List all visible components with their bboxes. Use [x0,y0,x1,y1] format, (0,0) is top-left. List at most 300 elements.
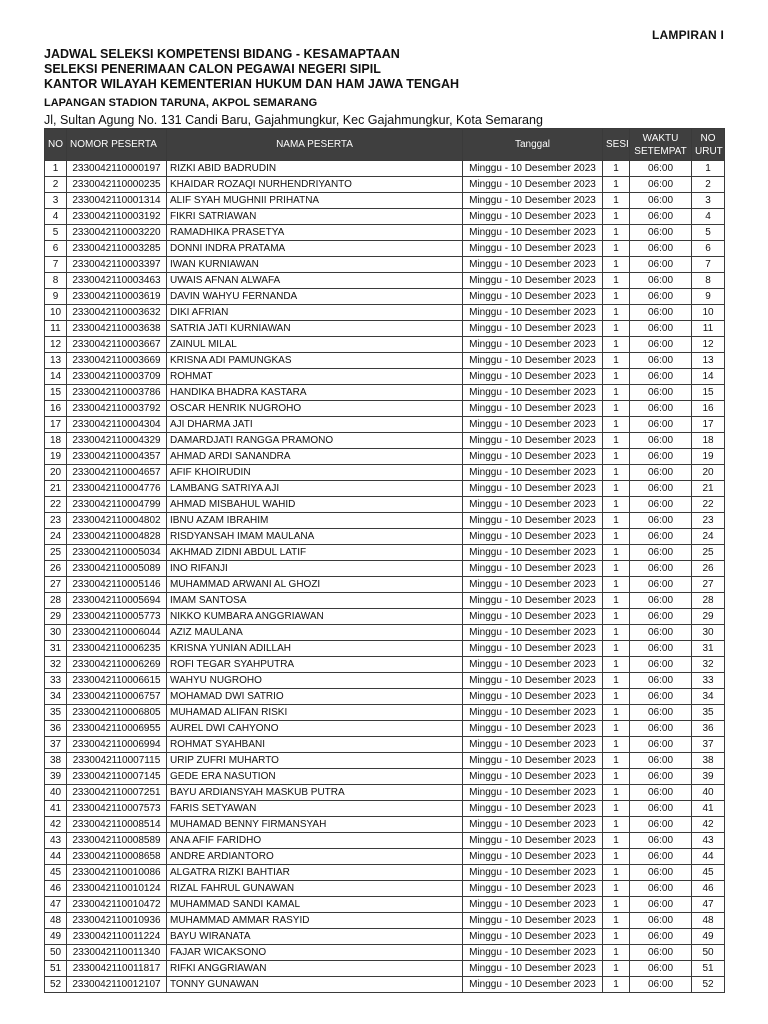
participant-name: AJI DHARMA JATI [167,417,463,433]
table-row [45,561,725,577]
time-cell: 06:00 [630,257,692,273]
session-cell: 1 [603,705,630,721]
session-cell: 1 [603,593,630,609]
participant-name: AKHMAD ZIDNI ABDUL LATIF [167,545,463,561]
participant-name: OSCAR HENRIK NUGROHO [167,401,463,417]
table-row [45,609,725,625]
col-header-nomor-peserta: NOMOR PESERTA [67,129,167,161]
date-cell: Minggu - 10 Desember 2023 [463,225,603,241]
order-number: 37 [692,737,725,753]
row-number: 44 [45,849,67,865]
session-cell: 1 [603,945,630,961]
time-cell: 06:00 [630,721,692,737]
row-number: 42 [45,817,67,833]
time-cell: 06:00 [630,209,692,225]
time-cell: 06:00 [630,673,692,689]
row-number: 22 [45,497,67,513]
table-row [45,289,725,305]
participant-number: 2330042110006955 [67,721,167,737]
participant-number: 2330042110006615 [67,673,167,689]
table-row [45,321,725,337]
date-cell: Minggu - 10 Desember 2023 [463,897,603,913]
table-row [45,273,725,289]
table-row [45,513,725,529]
row-number: 45 [45,865,67,881]
participant-number: 2330042110010086 [67,865,167,881]
time-cell: 06:00 [630,913,692,929]
time-cell: 06:00 [630,881,692,897]
participant-name: NIKKO KUMBARA ANGGRIAWAN [167,609,463,625]
table-row [45,337,725,353]
session-cell: 1 [603,641,630,657]
table-row [45,433,725,449]
table-row [45,353,725,369]
participant-name: HANDIKA BHADRA KASTARA [167,385,463,401]
participant-name: ANA AFIF FARIDHO [167,833,463,849]
time-cell: 06:00 [630,225,692,241]
session-cell: 1 [603,241,630,257]
date-cell: Minggu - 10 Desember 2023 [463,961,603,977]
participant-name: BAYU WIRANATA [167,929,463,945]
date-cell: Minggu - 10 Desember 2023 [463,305,603,321]
row-number: 50 [45,945,67,961]
participant-number: 2330042110008589 [67,833,167,849]
time-cell: 06:00 [630,641,692,657]
order-number: 20 [692,465,725,481]
date-cell: Minggu - 10 Desember 2023 [463,321,603,337]
participant-number: 2330042110005146 [67,577,167,593]
participant-name: KRISNA ADI PAMUNGKAS [167,353,463,369]
session-cell: 1 [603,273,630,289]
participant-number: 2330042110007115 [67,753,167,769]
time-cell: 06:00 [630,497,692,513]
row-number: 5 [45,225,67,241]
time-cell: 06:00 [630,289,692,305]
date-cell: Minggu - 10 Desember 2023 [463,161,603,177]
table-row [45,753,725,769]
date-cell: Minggu - 10 Desember 2023 [463,913,603,929]
date-cell: Minggu - 10 Desember 2023 [463,977,603,993]
date-cell: Minggu - 10 Desember 2023 [463,513,603,529]
row-number: 2 [45,177,67,193]
order-number: 8 [692,273,725,289]
row-number: 34 [45,689,67,705]
order-number: 49 [692,929,725,945]
session-cell: 1 [603,913,630,929]
session-cell: 1 [603,561,630,577]
participant-number: 2330042110003632 [67,305,167,321]
row-number: 36 [45,721,67,737]
time-cell: 06:00 [630,465,692,481]
table-row [45,209,725,225]
order-number: 26 [692,561,725,577]
row-number: 12 [45,337,67,353]
time-cell: 06:00 [630,929,692,945]
session-cell: 1 [603,529,630,545]
date-cell: Minggu - 10 Desember 2023 [463,369,603,385]
order-number: 1 [692,161,725,177]
lampiran-label: LAMPIRAN I [652,28,724,42]
session-cell: 1 [603,417,630,433]
participant-number: 2330042110004828 [67,529,167,545]
date-cell: Minggu - 10 Desember 2023 [463,257,603,273]
table-row [45,449,725,465]
participant-name: ROHMAT SYAHBANI [167,737,463,753]
time-cell: 06:00 [630,865,692,881]
participant-name: DIKI AFRIAN [167,305,463,321]
table-row [45,881,725,897]
order-number: 14 [692,369,725,385]
participant-name: RIFKI ANGGRIAWAN [167,961,463,977]
date-cell: Minggu - 10 Desember 2023 [463,865,603,881]
order-number: 38 [692,753,725,769]
table-row [45,257,725,273]
order-number: 12 [692,337,725,353]
time-cell: 06:00 [630,625,692,641]
order-number: 45 [692,865,725,881]
session-cell: 1 [603,545,630,561]
participant-number: 2330042110005034 [67,545,167,561]
participant-number: 2330042110007145 [67,769,167,785]
table-row [45,961,725,977]
participant-number: 2330042110011224 [67,929,167,945]
row-number: 40 [45,785,67,801]
participant-name: ZAINUL MILAL [167,337,463,353]
row-number: 24 [45,529,67,545]
row-number: 3 [45,193,67,209]
row-number: 25 [45,545,67,561]
order-number: 32 [692,657,725,673]
date-cell: Minggu - 10 Desember 2023 [463,769,603,785]
participant-number: 2330042110005694 [67,593,167,609]
document-header [44,47,543,128]
participant-number: 2330042110004776 [67,481,167,497]
session-cell: 1 [603,465,630,481]
date-cell: Minggu - 10 Desember 2023 [463,689,603,705]
participant-number: 2330042110008514 [67,817,167,833]
time-cell: 06:00 [630,689,692,705]
row-number: 29 [45,609,67,625]
table-row [45,785,725,801]
participant-number: 2330042110008658 [67,849,167,865]
row-number: 31 [45,641,67,657]
table-row [45,657,725,673]
date-cell: Minggu - 10 Desember 2023 [463,481,603,497]
session-cell: 1 [603,625,630,641]
row-number: 13 [45,353,67,369]
participant-number: 2330042110003285 [67,241,167,257]
time-cell: 06:00 [630,545,692,561]
order-number: 5 [692,225,725,241]
row-number: 26 [45,561,67,577]
table-row [45,897,725,913]
session-cell: 1 [603,225,630,241]
order-number: 15 [692,385,725,401]
session-cell: 1 [603,209,630,225]
session-cell: 1 [603,385,630,401]
participant-name: UWAIS AFNAN ALWAFA [167,273,463,289]
participant-number: 2330042110006805 [67,705,167,721]
row-number: 27 [45,577,67,593]
table-row [45,801,725,817]
session-cell: 1 [603,673,630,689]
time-cell: 06:00 [630,657,692,673]
table-row [45,161,725,177]
time-cell: 06:00 [630,849,692,865]
participant-number: 2330042110004799 [67,497,167,513]
row-number: 8 [45,273,67,289]
row-number: 47 [45,897,67,913]
participant-number: 2330042110000235 [67,177,167,193]
participant-name: LAMBANG SATRIYA AJI [167,481,463,497]
participant-name: RAMADHIKA PRASETYA [167,225,463,241]
participant-number: 2330042110010936 [67,913,167,929]
row-number: 20 [45,465,67,481]
time-cell: 06:00 [630,961,692,977]
order-number: 43 [692,833,725,849]
order-number: 10 [692,305,725,321]
session-cell: 1 [603,305,630,321]
session-cell: 1 [603,609,630,625]
participant-number: 2330042110003786 [67,385,167,401]
participant-name: MUHAMMAD AMMAR RASYID [167,913,463,929]
date-cell: Minggu - 10 Desember 2023 [463,561,603,577]
participant-name: IBNU AZAM IBRAHIM [167,513,463,529]
table-row [45,481,725,497]
session-cell: 1 [603,785,630,801]
date-cell: Minggu - 10 Desember 2023 [463,721,603,737]
table-row [45,529,725,545]
participant-number: 2330042110004329 [67,433,167,449]
participant-name: MUHAMMAD SANDI KAMAL [167,897,463,913]
row-number: 9 [45,289,67,305]
session-cell: 1 [603,497,630,513]
order-number: 21 [692,481,725,497]
time-cell: 06:00 [630,593,692,609]
session-cell: 1 [603,321,630,337]
table-row [45,769,725,785]
participant-number: 2330042110003669 [67,353,167,369]
date-cell: Minggu - 10 Desember 2023 [463,497,603,513]
row-number: 38 [45,753,67,769]
date-cell: Minggu - 10 Desember 2023 [463,785,603,801]
venue-location: LAPANGAN STADION TARUNA, AKPOL SEMARANG [44,97,318,109]
participant-name: SATRIA JATI KURNIAWAN [167,321,463,337]
row-number: 39 [45,769,67,785]
participant-number: 2330042110011817 [67,961,167,977]
table-row [45,177,725,193]
session-cell: 1 [603,257,630,273]
header-title-1: JADWAL SELEKSI KOMPETENSI BIDANG - KESAMAPTAAN [44,47,400,61]
header-title-3: KANTOR WILAYAH KEMENTERIAN HUKUM DAN HAM JAWA TENGAH [44,77,460,91]
participant-name: DAVIN WAHYU FERNANDA [167,289,463,305]
participant-name: FAJAR WICAKSONO [167,945,463,961]
table-row [45,737,725,753]
order-number: 18 [692,433,725,449]
order-number: 40 [692,785,725,801]
participant-name: MUHAMAD ALIFAN RISKI [167,705,463,721]
order-number: 41 [692,801,725,817]
order-number: 33 [692,673,725,689]
col-header-sesi: SESI [603,129,630,161]
row-number: 37 [45,737,67,753]
participant-name: TONNY GUNAWAN [167,977,463,993]
time-cell: 06:00 [630,977,692,993]
participant-number: 2330042110003792 [67,401,167,417]
participant-number: 2330042110006757 [67,689,167,705]
date-cell: Minggu - 10 Desember 2023 [463,433,603,449]
date-cell: Minggu - 10 Desember 2023 [463,401,603,417]
participant-number: 2330042110006044 [67,625,167,641]
table-row [45,673,725,689]
col-header-no-urut: NO URUT [692,129,725,161]
order-number: 13 [692,353,725,369]
row-number: 21 [45,481,67,497]
participant-name: AHMAD MISBAHUL WAHID [167,497,463,513]
date-cell: Minggu - 10 Desember 2023 [463,193,603,209]
row-number: 23 [45,513,67,529]
participant-name: IMAM SANTOSA [167,593,463,609]
table-row [45,593,725,609]
time-cell: 06:00 [630,577,692,593]
order-number: 31 [692,641,725,657]
order-number: 19 [692,449,725,465]
table-row [45,193,725,209]
order-number: 11 [692,321,725,337]
session-cell: 1 [603,849,630,865]
participant-name: RISDYANSAH IMAM MAULANA [167,529,463,545]
date-cell: Minggu - 10 Desember 2023 [463,465,603,481]
order-number: 6 [692,241,725,257]
session-cell: 1 [603,193,630,209]
row-number: 43 [45,833,67,849]
session-cell: 1 [603,833,630,849]
table-row [45,833,725,849]
participant-number: 2330042110005773 [67,609,167,625]
date-cell: Minggu - 10 Desember 2023 [463,945,603,961]
participant-name: MUHAMMAD ARWANI AL GHOZI [167,577,463,593]
order-number: 4 [692,209,725,225]
participant-name: KHAIDAR ROZAQI NURHENDRIYANTO [167,177,463,193]
row-number: 14 [45,369,67,385]
row-number: 33 [45,673,67,689]
table-row [45,705,725,721]
session-cell: 1 [603,961,630,977]
date-cell: Minggu - 10 Desember 2023 [463,673,603,689]
row-number: 49 [45,929,67,945]
time-cell: 06:00 [630,769,692,785]
participant-name: AFIF KHOIRUDIN [167,465,463,481]
time-cell: 06:00 [630,337,692,353]
time-cell: 06:00 [630,401,692,417]
participant-name: IWAN KURNIAWAN [167,257,463,273]
participant-name: RIZKI ABID BADRUDIN [167,161,463,177]
time-cell: 06:00 [630,481,692,497]
session-cell: 1 [603,753,630,769]
order-number: 23 [692,513,725,529]
participant-number: 2330042110001314 [67,193,167,209]
time-cell: 06:00 [630,161,692,177]
participant-name: AZIZ MAULANA [167,625,463,641]
date-cell: Minggu - 10 Desember 2023 [463,849,603,865]
order-number: 34 [692,689,725,705]
row-number: 15 [45,385,67,401]
row-number: 1 [45,161,67,177]
time-cell: 06:00 [630,945,692,961]
row-number: 7 [45,257,67,273]
session-cell: 1 [603,657,630,673]
date-cell: Minggu - 10 Desember 2023 [463,209,603,225]
order-number: 7 [692,257,725,273]
row-number: 17 [45,417,67,433]
participant-name: WAHYU NUGROHO [167,673,463,689]
date-cell: Minggu - 10 Desember 2023 [463,577,603,593]
time-cell: 06:00 [630,369,692,385]
participant-name: GEDE ERA NASUTION [167,769,463,785]
row-number: 30 [45,625,67,641]
order-number: 42 [692,817,725,833]
table-body [45,161,725,993]
order-number: 46 [692,881,725,897]
session-cell: 1 [603,369,630,385]
participant-number: 2330042110010124 [67,881,167,897]
table-row [45,241,725,257]
time-cell: 06:00 [630,753,692,769]
row-number: 51 [45,961,67,977]
session-cell: 1 [603,769,630,785]
participant-name: FARIS SETYAWAN [167,801,463,817]
participant-number: 2330042110003397 [67,257,167,273]
order-number: 17 [692,417,725,433]
col-header-tanggal: Tanggal [463,129,603,161]
session-cell: 1 [603,161,630,177]
participant-number: 2330042110005089 [67,561,167,577]
participant-number: 2330042110003463 [67,273,167,289]
order-number: 52 [692,977,725,993]
date-cell: Minggu - 10 Desember 2023 [463,657,603,673]
table-row [45,545,725,561]
date-cell: Minggu - 10 Desember 2023 [463,177,603,193]
participant-name: KRISNA YUNIAN ADILLAH [167,641,463,657]
date-cell: Minggu - 10 Desember 2023 [463,289,603,305]
order-number: 35 [692,705,725,721]
time-cell: 06:00 [630,833,692,849]
session-cell: 1 [603,737,630,753]
participant-number: 2330042110004802 [67,513,167,529]
participant-name: ROFI TEGAR SYAHPUTRA [167,657,463,673]
participant-number: 2330042110003220 [67,225,167,241]
participant-number: 2330042110003709 [67,369,167,385]
session-cell: 1 [603,449,630,465]
order-number: 22 [692,497,725,513]
date-cell: Minggu - 10 Desember 2023 [463,817,603,833]
date-cell: Minggu - 10 Desember 2023 [463,737,603,753]
table-row [45,945,725,961]
date-cell: Minggu - 10 Desember 2023 [463,545,603,561]
time-cell: 06:00 [630,177,692,193]
time-cell: 06:00 [630,801,692,817]
time-cell: 06:00 [630,897,692,913]
row-number: 46 [45,881,67,897]
date-cell: Minggu - 10 Desember 2023 [463,609,603,625]
order-number: 39 [692,769,725,785]
participant-name: AUREL DWI CAHYONO [167,721,463,737]
table-row [45,865,725,881]
order-number: 24 [692,529,725,545]
order-number: 30 [692,625,725,641]
time-cell: 06:00 [630,193,692,209]
time-cell: 06:00 [630,241,692,257]
